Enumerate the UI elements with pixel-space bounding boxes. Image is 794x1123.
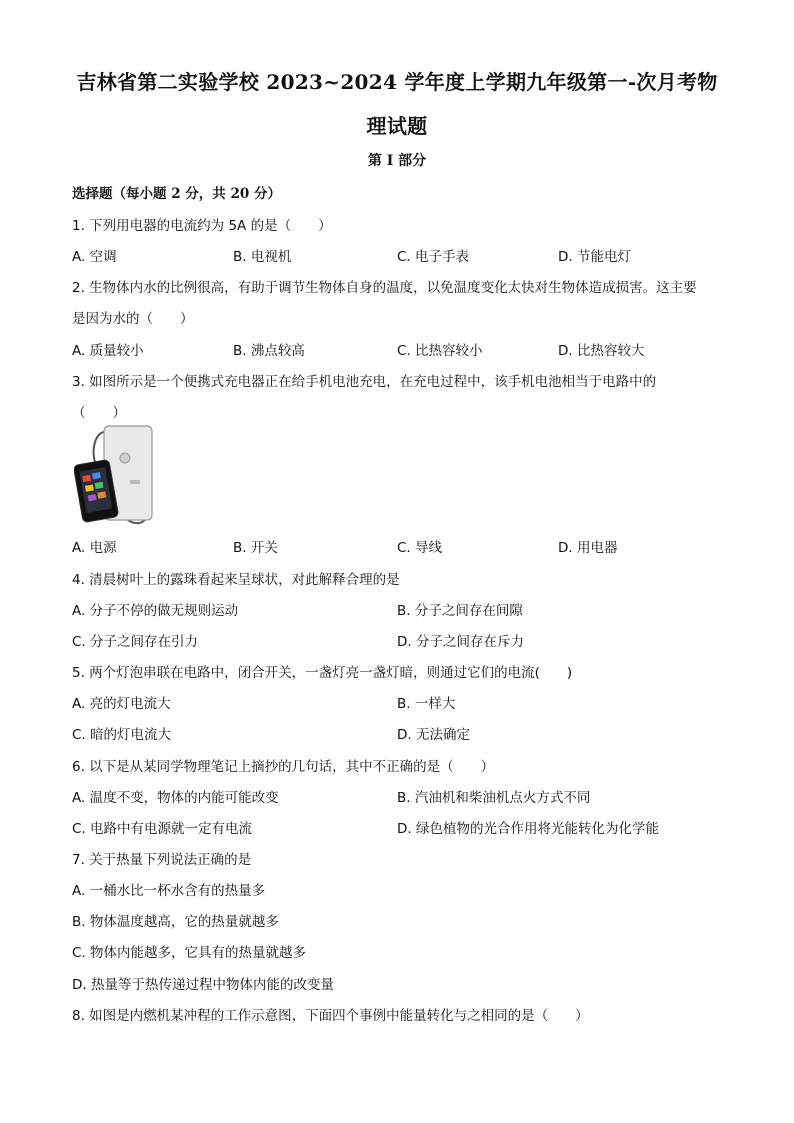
- q4-option-b: B. 分子之间存在间隙: [397, 603, 523, 619]
- question-2-stem: 2. 生物体内水的比例很高，有助于调节生物体自身的温度，以免温度变化太快对生物体造成损害。这主要: [72, 280, 697, 296]
- q6-option-b: B. 汽油机和柴油机点火方式不同: [397, 790, 591, 806]
- q1-option-a: A. 空调: [72, 249, 117, 265]
- q7-option-a: A. 一桶水比一杯水含有的热量多: [72, 883, 266, 899]
- q1-option-d: D. 节能电灯: [558, 249, 631, 265]
- question-2-stem-cont: 是因为水的（ ）: [72, 311, 194, 327]
- q7-option-d: D. 热量等于热传递过程中物体内能的改变量: [72, 977, 334, 993]
- question-7-stem: 7. 关于热量下列说法正确的是: [72, 852, 252, 868]
- charger-phone-figure: [74, 422, 154, 528]
- q5-option-c: C. 暗的灯电流大: [72, 727, 172, 743]
- q6-option-a: A. 温度不变，物体的内能可能改变: [72, 790, 279, 806]
- q5-option-a: A. 亮的灯电流大: [72, 696, 171, 712]
- exam-title-line2: 理试题: [366, 114, 428, 138]
- question-1-stem: 1. 下列用电器的电流约为 5A 的是（ ）: [72, 218, 332, 234]
- question-3-stem: 3. 如图所示是一个便携式充电器正在给手机电池充电，在充电过程中，该手机电池相当于电路中的: [72, 374, 657, 390]
- q3-option-c: C. 导线: [397, 540, 443, 556]
- q6-option-d: D. 绿色植物的光合作用将光能转化为化学能: [397, 821, 659, 837]
- q4-option-c: C. 分子之间存在引力: [72, 634, 199, 650]
- question-4-stem: 4. 清晨树叶上的露珠看起来呈球状，对此解释合理的是: [72, 572, 400, 588]
- exam-title-line1: 吉林省第二实验学校 2023~2024 学年度上学期九年级第一-次月考物: [76, 70, 718, 94]
- question-6-stem: 6. 以下是从某同学物理笔记上摘抄的几句话，其中不正确的是（ ）: [72, 759, 495, 775]
- q7-option-b: B. 物体温度越高，它的热量就越多: [72, 914, 279, 930]
- q4-option-a: A. 分子不停的做无规则运动: [72, 603, 239, 619]
- q6-option-c: C. 电路中有电源就一定有电流: [72, 821, 253, 837]
- q1-option-c: C. 电子手表: [397, 249, 470, 265]
- question-5-stem: 5. 两个灯泡串联在电路中，闭合开关，一盏灯亮一盏灯暗，则通过它们的电流( ): [72, 665, 573, 681]
- q2-option-b: B. 沸点较高: [233, 343, 305, 359]
- q2-option-c: C. 比热容较小: [397, 343, 483, 359]
- q7-option-c: C. 物体内能越多，它具有的热量就越多: [72, 945, 307, 961]
- question-3-stem-cont: （ ）: [72, 405, 126, 421]
- question-8-stem: 8. 如图是内燃机某冲程的工作示意图，下面四个事例中能量转化与之相同的是（ ）: [72, 1008, 589, 1024]
- part-heading: 第 I 部分: [367, 153, 427, 169]
- q5-option-d: D. 无法确定: [397, 727, 470, 743]
- q3-option-d: D. 用电器: [558, 540, 618, 556]
- q3-option-a: A. 电源: [72, 540, 117, 556]
- q5-option-b: B. 一样大: [397, 696, 456, 712]
- q2-option-d: D. 比热容较大: [558, 343, 645, 359]
- section-heading: 选择题（每小题 2 分，共 20 分）: [72, 186, 281, 202]
- q3-option-b: B. 开关: [233, 540, 278, 556]
- q1-option-b: B. 电视机: [233, 249, 292, 265]
- q2-option-a: A. 质量较小: [72, 343, 144, 359]
- q4-option-d: D. 分子之间存在斥力: [397, 634, 524, 650]
